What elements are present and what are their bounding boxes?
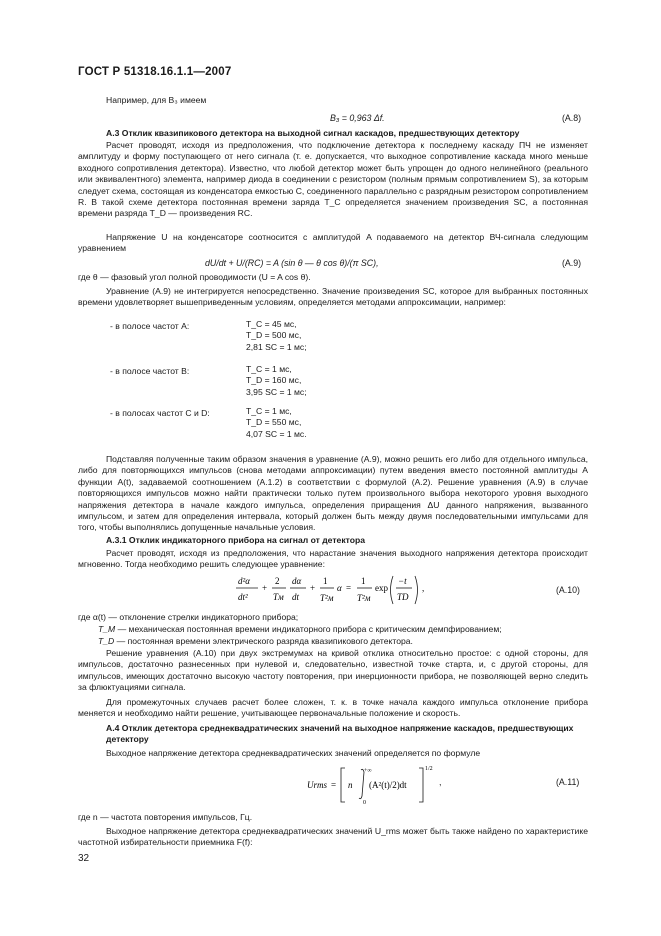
- svg-text:T²м: T²м: [357, 593, 371, 603]
- paragraph-a3-intro: Расчет проводят, исходя из предположения, что подключение детектора к последнему каскаду ПЧ не изменяет амплитуду и форму поступающего от него сигнала (т. е. допускается, что выходное сопротивление каскада много меньше входного сопротивления детектора). Известно, что любой детектор может быть упрощен до одного нелинейного (реального или эквивалентного) элемента, например диода в соединении с резистором (полным прямым сопротивлением S), за которым следует схема, состоящая из конденсатора емкостью C, соединенного параллельно с разрядным резистором сопротивлением R. В такой схеме детектора постоянная времени заряда T_C определяется значением произведения SC, а постоянная времени разряда T_D — произведения RC.: [78, 140, 588, 219]
- equation-a11-number: (A.11): [556, 777, 580, 787]
- svg-text:=: =: [346, 583, 352, 593]
- svg-text:−t: −t: [398, 576, 407, 586]
- paragraph-substitution: Подставляя полученные таким образом значения в уравнение (А.9), можно решить его либо для отдельного импульса, либо для повторяющихся импульсов (снова методами аппроксимации) путем введения вместо постоянной амплитуды A функции A(t), задаваемой соотношением (А.1.2) в соответствии с формулой (А.2). Решение уравнения (А.9) в случае повторяющихся импульсов можно найти практически только путем произвольного выбора некоторого уровня выходного напряжения детектора в начале каждого импульса, определения приращения ΔU данного напряжения, вызванного импульсом, и затем для определения интервала, который должен быть между двумя последовательными импульсами для того, чтобы выполнялись допущенные начальные условия.: [78, 454, 588, 533]
- band-cd-label: - в полосах частот C и D:: [110, 408, 210, 418]
- band-cd-values: T_C = 1 мс, T_D = 550 мс, 4,07 SC = 1 мс.: [246, 406, 307, 439]
- svg-text:n: n: [348, 780, 353, 790]
- page-number: 32: [78, 853, 90, 864]
- paragraph-rms-characteristic: Выходное напряжение детектора среднеквадратических значений U_rms может быть также найдено по характеристике частотной избирательности приемника F(f):: [78, 826, 588, 848]
- equation-a9: dU/dt + U/(RC) = A (sin θ — θ cos θ)/(π SC),: [205, 258, 379, 268]
- svg-text:exp: exp: [375, 583, 388, 593]
- equation-a11: [305, 762, 435, 808]
- equation-a11-comma: ,: [439, 777, 442, 787]
- paragraph-intermediate: Для промежуточных случаев расчет более сложен, т. к. в точке начала каждого импульса отклонение прибора меняется и необходимо найти решение, учитывающее первоначальные положение и скорость.: [78, 697, 588, 719]
- svg-text:+: +: [310, 583, 316, 593]
- equation-a8: B₃ = 0,963 Δf.: [330, 113, 385, 123]
- equation-a9-number: (A.9): [562, 258, 582, 268]
- band-a-label: - в полосе частот A:: [110, 321, 190, 331]
- svg-text:Urms: Urms: [307, 780, 328, 790]
- paragraph-repetition-freq: где n — частота повторения импульсов, Гц.: [78, 812, 253, 822]
- paragraph-phase-angle: где θ — фазовый угол полной проводимости (U = A cos θ).: [78, 272, 311, 282]
- svg-text:Tм: Tм: [273, 592, 284, 602]
- paragraph-voltage: Напряжение U на конденсаторе соотносится с амплитудой A подаваемого на детектор ВЧ-сигнала следующим уравнением: [78, 232, 588, 254]
- svg-text:TD: TD: [397, 592, 409, 602]
- document-header: ГОСТ Р 51318.16.1.1—2007: [78, 66, 232, 78]
- band-b-values: T_C = 1 мс, T_D = 160 мс, 3,95 SC = 1 мс;: [246, 364, 307, 397]
- svg-text:dt²: dt²: [238, 592, 248, 602]
- svg-text:+∞: +∞: [364, 768, 372, 774]
- svg-text:,: ,: [422, 583, 425, 593]
- section-a3-heading: А.3 Отклик квазипикового детектора на выходной сигнал каскадов, предшествующих детектору: [106, 128, 520, 138]
- equation-a8-number: (A.8): [562, 113, 582, 123]
- svg-text:d²α: d²α: [238, 576, 250, 586]
- svg-text:T²м: T²м: [320, 593, 334, 603]
- where-alpha: где α(t) — отклонение стрелки индикаторного прибора;: [78, 612, 299, 622]
- paragraph-approximation: Уравнение (А.9) не интегрируется непосредственно. Значение произведения SC, которое для выбранных постоянных времени удовлетворяет вышеприведенным условиям, определяется методами аппроксимации, например:: [78, 286, 588, 308]
- svg-text:1: 1: [361, 576, 366, 586]
- svg-text:0: 0: [363, 800, 366, 806]
- where-tm: T_M — механическая постоянная времени индикаторного прибора с критическим демпфированием;: [98, 624, 502, 634]
- svg-text:1: 1: [323, 576, 328, 586]
- paragraph-a31-intro: Расчет проводят, исходя из предположения, что нарастание значения выходного напряжения детектора происходит мгновенно. Тогда необходимо решить следующее уравнение:: [78, 548, 588, 570]
- svg-text:=: =: [331, 780, 337, 790]
- svg-text:1/2: 1/2: [425, 766, 433, 772]
- svg-text:α: α: [337, 583, 342, 593]
- intro-text: Например, для B₃ имеем: [106, 95, 207, 105]
- paragraph-rms-formula: Выходное напряжение детектора среднеквадратических значений определяется по формуле: [106, 748, 481, 758]
- section-a4-heading: А.4 Отклик детектора среднеквадратических значений на выходное напряжение каскадов, предшествующих детектору: [106, 723, 574, 745]
- paragraph-solution: Решение уравнения (А.10) при двух экстремумах на кривой отклика относительно простое: с одной стороны, для импульсов, достаточно разнесенных при нулевой и, следовательно, известной точке старта, и, с другой стороны, для импульсов, имеющих достаточно высокую частоту повторения, при инерционности прибора, не позволяющей верно следить за флюктуациями сигнала.: [78, 648, 588, 693]
- section-a31-heading: А.3.1 Отклик индикаторного прибора на сигнал от детектора: [106, 535, 366, 545]
- svg-text:dα: dα: [292, 576, 302, 586]
- equation-a10-number: (A.10): [556, 585, 580, 595]
- svg-text:+: +: [262, 583, 268, 593]
- band-b-label: - в полосе частот B:: [110, 366, 190, 376]
- svg-text:(A²(t)/2)dt: (A²(t)/2)dt: [369, 780, 407, 790]
- svg-text:2: 2: [275, 576, 280, 586]
- where-td: T_D — постоянная времени электрического разряда квазипикового детектора.: [98, 636, 413, 646]
- svg-text:dt: dt: [292, 592, 300, 602]
- band-a-values: T_C = 45 мс, T_D = 500 мс, 2,81 SC = 1 мс;: [246, 319, 307, 352]
- equation-a10: [230, 572, 460, 610]
